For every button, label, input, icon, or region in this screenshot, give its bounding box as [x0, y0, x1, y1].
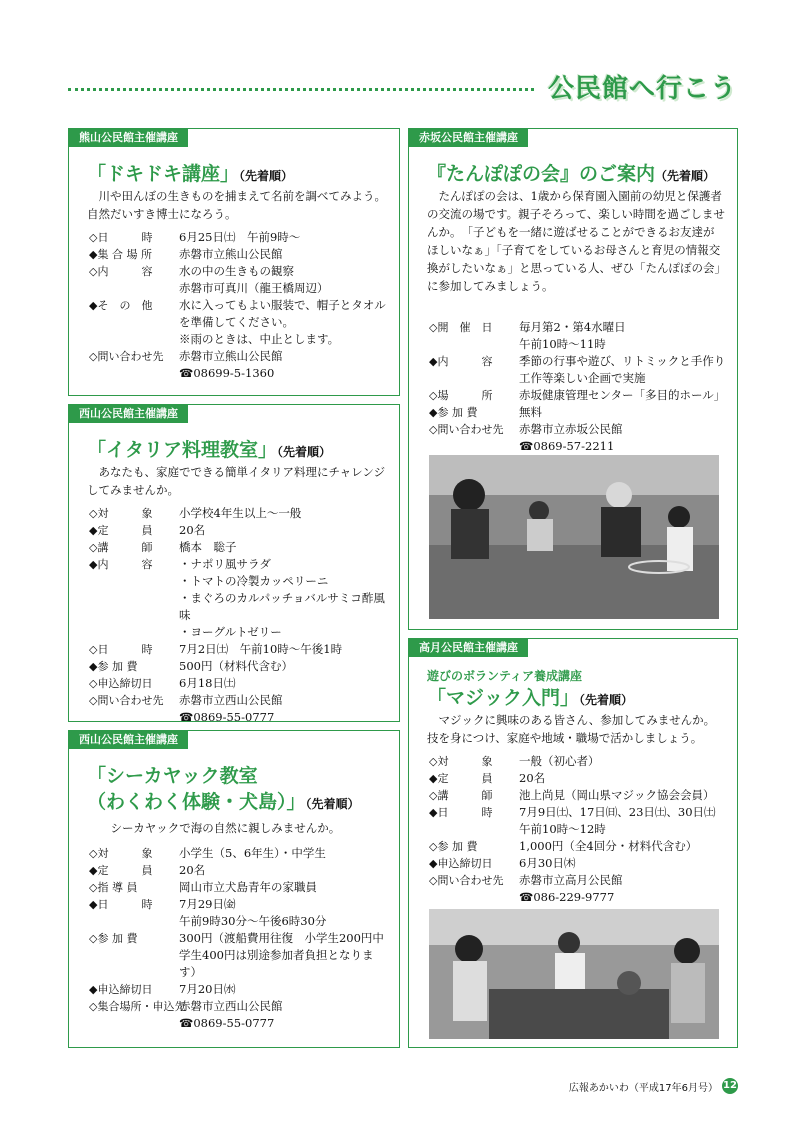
detail-label: ◇指 導 員: [89, 881, 138, 894]
section-title-text: 「マジック入門」: [427, 687, 580, 709]
detail-label: ◆集 合 場 所: [89, 248, 152, 261]
detail-value: 7月9日㈯、17日㈰、23日㈯、30日㈯: [519, 805, 716, 819]
detail-label: ◇申込締切日: [89, 677, 153, 690]
detail-row: [89, 658, 389, 675]
detail-value: 一般（初心者）: [519, 754, 600, 768]
detail-row: [429, 353, 729, 387]
detail-value: 7月29日㈮: [179, 897, 236, 911]
detail-row: [89, 930, 389, 981]
detail-row: [89, 331, 389, 348]
detail-value: 赤磐市立西山公民館: [179, 693, 283, 707]
detail-row: [429, 753, 729, 770]
detail-row: [89, 365, 389, 382]
detail-label: [429, 889, 519, 906]
section-title-text: （わくわく体験・犬島）」: [87, 791, 306, 813]
detail-row: [429, 404, 729, 421]
section-note: （先着順）: [655, 169, 716, 183]
detail-label: ◆申込締切日: [89, 983, 153, 996]
detail-row: [429, 821, 729, 838]
section-desc: マジックに興味のある皆さん、参加してみませんか。技を身につけ、家庭や地域・職場で活かしましょう。: [427, 713, 716, 745]
section-note: （先着順）: [239, 169, 294, 183]
detail-row: [429, 336, 729, 353]
detail-row: [429, 855, 729, 872]
detail-value: ☎086-229-9777: [519, 890, 615, 904]
detail-value: 赤磐市立西山公民館: [179, 999, 283, 1013]
detail-label: ◇集合場所・申込先: [89, 1000, 186, 1013]
page-title: 公民館へ行こう: [548, 74, 738, 104]
detail-row: [429, 438, 729, 455]
detail-label: ◇講 師: [429, 789, 493, 802]
detail-value: 赤磐市立赤坂公民館: [519, 422, 623, 436]
detail-row: [89, 263, 389, 280]
detail-label: ◇講 師: [89, 541, 153, 554]
detail-label: [89, 365, 179, 382]
detail-value: 季節の行事や遊び、リトミックと手作り工作等楽しい企画で実施: [519, 354, 726, 385]
detail-label: [429, 438, 519, 455]
detail-row: [89, 297, 389, 331]
detail-label: ◇開 催 日: [429, 321, 493, 334]
section-akasaka: [408, 128, 738, 630]
detail-value: 水の中の生きもの観察: [179, 264, 294, 278]
section-note: （先着順）: [579, 693, 634, 707]
detail-value: 池上尚見（岡山県マジック協会会員）: [519, 788, 715, 802]
footer-text: 広報あかいわ（平成17年6月号）: [568, 1082, 718, 1094]
detail-row: [429, 787, 729, 804]
section-details: [89, 505, 389, 726]
detail-label: [89, 280, 179, 297]
detail-label: ◇問い合わせ先: [429, 874, 504, 887]
photo-magic-class: [429, 909, 719, 1039]
detail-row: [89, 229, 389, 246]
detail-value: 20名: [179, 863, 206, 877]
photo-playgroup: [429, 455, 719, 619]
detail-value: ☎0869-55-0777: [179, 710, 275, 724]
detail-label: ◇日 時: [89, 643, 153, 656]
detail-label: ◆日 時: [429, 806, 493, 819]
section-desc: たんぽぽの会は、1歳から保育園入園前の幼児と保護者の交流の場です。親子そろって、楽しい時間を過ごしませんか。 「子どもを一緒に遊ばせることができるお友達がほしいなぁ」「子育てをしているお母さんと育児の情報交換がしたいなぁ」と思っている人、ぜひ「たんぽぽの会」に参加してみましょう。: [427, 189, 725, 293]
detail-row: [429, 770, 729, 787]
detail-value: 午前9時30分～午後6時30分: [179, 914, 327, 928]
detail-value: ☎08699-5-1360: [179, 366, 275, 380]
detail-label: ◆内 容: [89, 558, 153, 571]
detail-label: ◆内 容: [429, 355, 493, 368]
detail-value: 水に入ってもよい服装で、帽子とタオルを準備してください。: [179, 298, 386, 329]
detail-value: ☎0869-57-2211: [519, 439, 615, 453]
section-title-line2: [87, 787, 360, 814]
detail-row: [89, 879, 389, 896]
section-tag: 熊山公民館主催講座: [69, 129, 188, 147]
detail-value: 7月2日㈯ 午前10時～午後1時: [179, 642, 343, 656]
detail-row: [429, 804, 729, 821]
detail-row: [429, 872, 729, 889]
detail-value: ・まぐろのカルパッチョバルサミコ酢風味: [179, 591, 385, 622]
section-details: [429, 753, 729, 906]
detail-value: 橋本 聡子: [179, 540, 237, 554]
detail-row: [89, 348, 389, 365]
detail-row: [89, 590, 389, 624]
detail-label: ◆定 員: [89, 524, 153, 537]
detail-label: ◇対 象: [89, 507, 153, 520]
section-tag: 西山公民館主催講座: [69, 405, 188, 423]
detail-row: [89, 862, 389, 879]
detail-row: [429, 319, 729, 336]
detail-value: 小学校4年生以上～一般: [179, 506, 302, 520]
detail-row: [89, 675, 389, 692]
detail-value: 500円（材料代含む）: [179, 659, 293, 673]
detail-value: 20名: [179, 523, 206, 537]
section-title-text: 「ドキドキ講座」: [87, 163, 240, 185]
detail-label: ◇対 象: [89, 847, 153, 860]
detail-value: 赤坂健康管理センター「多目的ホール」: [519, 388, 726, 402]
detail-label: ◆申込締切日: [429, 857, 493, 870]
section-details: [429, 319, 729, 455]
detail-row: [89, 624, 389, 641]
detail-label: [429, 821, 519, 838]
detail-row: [89, 692, 389, 709]
detail-value: 午前10時～12時: [519, 822, 606, 836]
detail-label: [89, 1015, 179, 1032]
section-title: [427, 683, 633, 710]
detail-label: [89, 573, 179, 590]
section-subtitle: 遊びのボランティア養成講座: [427, 669, 583, 683]
detail-row: [89, 981, 389, 998]
detail-row: [89, 280, 389, 297]
detail-label: ◇参 加 費: [429, 840, 478, 853]
detail-label: ◇問い合わせ先: [89, 350, 164, 363]
detail-label: [89, 709, 179, 726]
detail-value: 7月20日㈬: [179, 982, 236, 996]
detail-value: 赤磐市可真川（龍王橋周辺）: [179, 281, 329, 295]
detail-value: 赤磐市立熊山公民館: [179, 349, 283, 363]
detail-row: [89, 641, 389, 658]
section-tag: 西山公民館主催講座: [69, 731, 188, 749]
section-takatsuki: [408, 638, 738, 1048]
detail-label: [89, 590, 179, 624]
section-desc: 川や田んぼの生きものを捕まえて名前を調べてみよう。自然だいすき博士になろう。: [87, 189, 386, 221]
detail-label: ◆定 員: [89, 864, 153, 877]
detail-label: [89, 913, 179, 930]
detail-value: 6月30日㈭: [519, 856, 576, 870]
detail-value: ・トマトの冷製カッペリーニ: [179, 574, 329, 588]
detail-value: ☎0869-55-0777: [179, 1016, 275, 1030]
detail-row: [429, 421, 729, 438]
detail-value: 1,000円（全4回分・材料代含む）: [519, 839, 698, 853]
detail-row: [89, 556, 389, 573]
detail-value: 無料: [519, 405, 542, 419]
detail-row: [89, 505, 389, 522]
detail-value: ・ヨーグルトゼリー: [179, 625, 282, 639]
section-details: [89, 845, 389, 1032]
detail-value: 岡山市立犬島青年の家職員: [179, 880, 317, 894]
section-title-text: 『たんぽぽの会』のご案内: [427, 163, 656, 185]
detail-value: 小学生（5、6年生）・中学生: [179, 846, 326, 860]
detail-label: ◇場 所: [429, 389, 493, 402]
detail-row: [89, 246, 389, 263]
detail-value: 6月25日㈯ 午前9時～: [179, 230, 301, 244]
section-tag: 赤坂公民館主催講座: [409, 129, 528, 147]
detail-row: [429, 889, 729, 906]
detail-value: 赤磐市立熊山公民館: [179, 247, 283, 261]
detail-row: [429, 838, 729, 855]
detail-row: [429, 387, 729, 404]
detail-value: ※雨のときは、中止とします。: [179, 332, 340, 346]
detail-label: ◆参 加 費: [429, 406, 478, 419]
section-desc: シーカヤックで海の自然に親しみませんか。: [99, 821, 341, 835]
detail-label: ◇問い合わせ先: [89, 694, 164, 707]
section-nishiyama-kayak: [68, 730, 400, 1048]
detail-value: 午前10時～11時: [519, 337, 606, 351]
section-title-line1: 「シーカヤック教室: [87, 765, 258, 787]
detail-value: 20名: [519, 771, 546, 785]
detail-label: [429, 336, 519, 353]
page-number: 12: [722, 1078, 738, 1094]
section-title-text: 「イタリア料理教室」: [87, 439, 278, 461]
header-dotted-line: [68, 88, 534, 91]
detail-row: [89, 709, 389, 726]
detail-label: ◇日 時: [89, 231, 153, 244]
detail-label: ◆定 員: [429, 772, 493, 785]
section-note: （先着順）: [305, 797, 360, 811]
section-note: （先着順）: [277, 445, 332, 459]
section-kumayama: [68, 128, 400, 396]
detail-label: ◆参 加 費: [89, 660, 138, 673]
detail-label: [89, 624, 179, 641]
section-details: [89, 229, 389, 382]
detail-row: [89, 539, 389, 556]
detail-label: ◇内 容: [89, 265, 153, 278]
section-title: [87, 435, 331, 462]
detail-value: ・ナポリ風サラダ: [179, 557, 271, 571]
detail-label: ◆日 時: [89, 898, 153, 911]
detail-row: [89, 896, 389, 913]
detail-row: [89, 1015, 389, 1032]
detail-label: ◇対 象: [429, 755, 493, 768]
section-title: [87, 159, 293, 186]
detail-row: [89, 845, 389, 862]
detail-label: ◇参 加 費: [89, 932, 138, 945]
detail-value: 6月18日㈯: [179, 676, 236, 690]
section-title: [427, 159, 715, 186]
detail-value: 300円（渡船費用往復 小学生200円中学生400円は別途参加者負担となります）: [179, 931, 384, 979]
detail-label: ◆そ の 他: [89, 299, 153, 312]
detail-value: 赤磐市立高月公民館: [519, 873, 623, 887]
section-nishiyama-italian: [68, 404, 400, 722]
detail-label: ◇問い合わせ先: [429, 423, 504, 436]
section-tag: 高月公民館主催講座: [409, 639, 528, 657]
detail-value: 毎月第2・第4水曜日: [519, 320, 626, 334]
detail-row: [89, 522, 389, 539]
footer: [569, 1078, 738, 1094]
detail-row: [89, 998, 389, 1015]
detail-row: [89, 573, 389, 590]
section-desc: あなたも、家庭でできる簡単イタリア料理にチャレンジしてみませんか。: [87, 465, 386, 497]
detail-label: [89, 331, 179, 348]
detail-row: [89, 913, 389, 930]
